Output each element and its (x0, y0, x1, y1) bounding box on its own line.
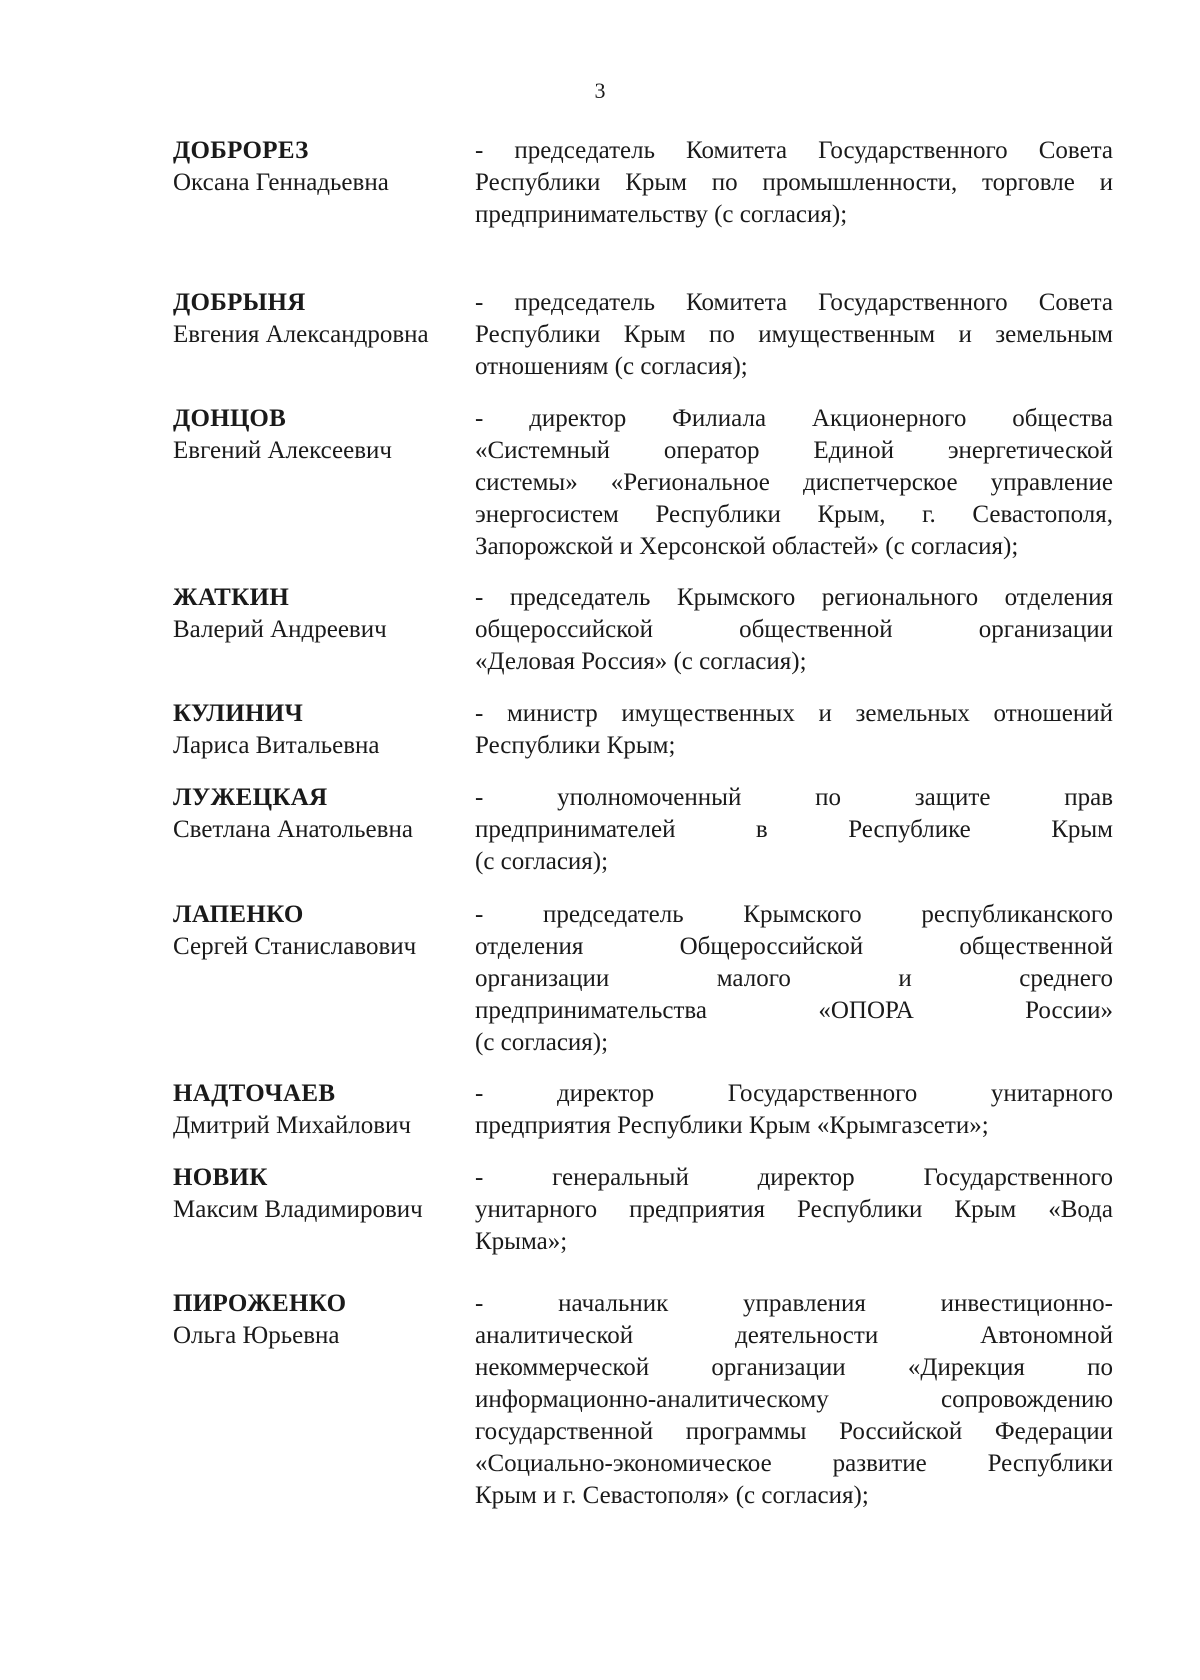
member-name (173, 1288, 473, 1352)
role-description-line: системы» «Региональное диспетчерское управление (475, 469, 1113, 496)
member-given-names: Максим Владимирович (173, 1196, 423, 1223)
role-description-line: «Социально-экономическое развитие Республики (475, 1450, 1113, 1477)
role-description-line: унитарного предприятия Республики Крым «Вода (475, 1196, 1113, 1223)
role-description-line: (с согласия); (475, 1029, 609, 1056)
role-description-line: Республики Крым по имущественным и земельным (475, 321, 1113, 348)
role-description-line: отделения Общероссийской общественной (475, 933, 1113, 960)
member-role-description (475, 135, 1113, 231)
member-surname: ДОБРОРЕЗ (173, 137, 309, 164)
member-given-names: Дмитрий Михайлович (173, 1112, 411, 1139)
role-description-line: Крыма»; (475, 1228, 568, 1255)
role-description-line: государственной программы Российской Федерации (475, 1418, 1113, 1445)
member-given-names: Светлана Анатольевна (173, 816, 413, 843)
member-name (173, 782, 473, 846)
role-description-line: - председатель Комитета Государственного Совета (475, 289, 1113, 316)
role-description-line: Республики Крым; (475, 732, 676, 759)
role-description-line: - председатель Комитета Государственного Совета (475, 137, 1113, 164)
member-surname: ПИРОЖЕНКО (173, 1290, 347, 1317)
member-role-description (475, 287, 1113, 383)
member-role-description (475, 1288, 1113, 1512)
member-role-description (475, 1162, 1113, 1258)
member-given-names: Лариса Витальевна (173, 732, 380, 759)
role-description-line: предприятия Республики Крым «Крымгазсети»; (475, 1112, 989, 1139)
member-surname: КУЛИНИЧ (173, 700, 304, 727)
role-description-line: - директор Государственного унитарного (475, 1080, 1113, 1107)
role-description-line: - председатель Крымского республиканского (475, 901, 1113, 928)
member-surname: ДОНЦОВ (173, 405, 287, 432)
member-given-names: Сергей Станиславович (173, 933, 417, 960)
member-given-names: Ольга Юрьевна (173, 1322, 340, 1349)
member-role-description (475, 782, 1113, 878)
page-number: 3 (594, 78, 606, 103)
member-name (173, 135, 473, 199)
role-description-line: отношениям (с согласия); (475, 353, 748, 380)
role-description-line: - директор Филиала Акционерного общества (475, 405, 1113, 432)
role-description-line: Крым и г. Севастополя» (с согласия); (475, 1482, 869, 1509)
role-description-line: - генеральный директор Государственного (475, 1164, 1113, 1191)
member-surname: ДОБРЫНЯ (173, 289, 306, 316)
member-given-names: Евгений Алексеевич (173, 437, 392, 464)
role-description-line: (с согласия); (475, 848, 609, 875)
member-surname: ЖАТКИН (173, 584, 290, 611)
member-name (173, 899, 473, 963)
role-description-line: - уполномоченный по защите прав (475, 784, 1113, 811)
role-description-line: организации малого и среднего (475, 965, 1113, 992)
role-description-line: «Системный оператор Единой энергетической (475, 437, 1113, 464)
role-description-line: общероссийской общественной организации (475, 616, 1113, 643)
role-description-line: Республики Крым по промышленности, торговле и (475, 169, 1113, 196)
role-description-line: «Деловая Россия» (с согласия); (475, 648, 807, 675)
member-surname: НОВИК (173, 1164, 268, 1191)
member-name (173, 698, 473, 762)
member-given-names: Оксана Геннадьевна (173, 169, 389, 196)
member-surname: ЛУЖЕЦКАЯ (173, 784, 328, 811)
member-name (173, 582, 473, 646)
member-surname: ЛАПЕНКО (173, 901, 304, 928)
role-description-line: информационно-аналитическому сопровождению (475, 1386, 1113, 1413)
member-name (173, 287, 473, 351)
member-role-description (475, 1078, 1113, 1142)
role-description-line: - председатель Крымского регионального отделения (475, 584, 1113, 611)
member-role-description (475, 582, 1113, 678)
member-given-names: Валерий Андреевич (173, 616, 387, 643)
member-name (173, 1162, 473, 1226)
role-description-line: предпринимательству (с согласия); (475, 201, 848, 228)
role-description-line: некоммерческой организации «Дирекция по (475, 1354, 1113, 1381)
role-description-line: энергосистем Республики Крым, г. Севастополя, (475, 501, 1113, 528)
member-role-description (475, 403, 1113, 563)
role-description-line: - министр имущественных и земельных отношений (475, 700, 1113, 727)
member-name (173, 403, 473, 467)
member-surname: НАДТОЧАЕВ (173, 1080, 336, 1107)
member-role-description (475, 899, 1113, 1059)
role-description-line: аналитической деятельности Автономной (475, 1322, 1113, 1349)
role-description-line: предпринимателей в Республике Крым (475, 816, 1113, 843)
member-given-names: Евгения Александровна (173, 321, 429, 348)
role-description-line: Запорожской и Херсонской областей» (с согласия); (475, 533, 1019, 560)
member-role-description (475, 698, 1113, 762)
member-name (173, 1078, 473, 1142)
role-description-line: - начальник управления инвестиционно- (475, 1290, 1113, 1317)
role-description-line: предпринимательства «ОПОРА России» (475, 997, 1113, 1024)
